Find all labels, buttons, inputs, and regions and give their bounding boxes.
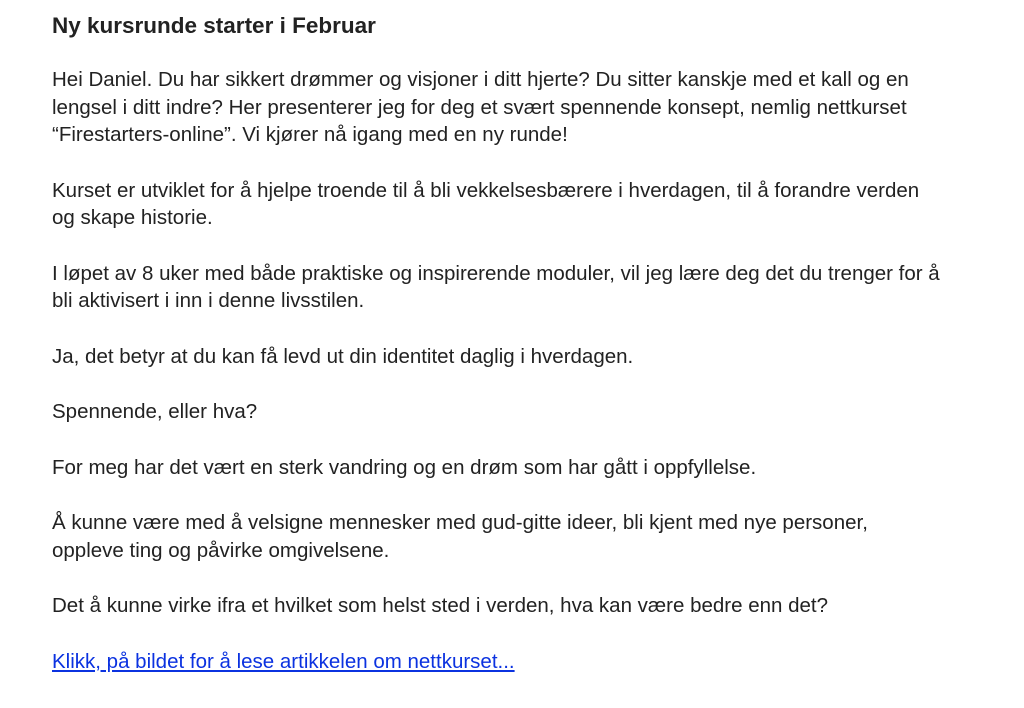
read-article-link[interactable]: Klikk, på bildet for å lese artikkelen om nettkurset... bbox=[52, 649, 515, 673]
paragraph-course-duration: I løpet av 8 uker med både praktiske og inspirerende moduler, vil jeg lære deg det du trenger for å bli aktivisert i inn i denne livsstilen. bbox=[52, 261, 940, 312]
paragraph-journey: For meg har det vært en sterk vandring og en drøm som har gått i oppfyllelse. bbox=[52, 455, 757, 479]
paragraph-anywhere: Det å kunne virke ifra et hvilket som helst sted i verden, hva kan være bedre enn det? bbox=[52, 594, 828, 617]
paragraph-course-purpose: Kurset er utviklet for å hjelpe troende til å bli vekkelsesbærere i hverdagen, til å forandre verden og skape historie. bbox=[52, 178, 920, 229]
paragraph-exciting: Spennende, eller hva? bbox=[52, 400, 258, 423]
article-title: Ny kursrunde starter i Februar bbox=[52, 13, 376, 38]
paragraph-identity: Ja, det betyr at du kan få levd ut din identitet daglig i hverdagen. bbox=[52, 344, 634, 368]
paragraph-blessing: Å kunne være med å velsigne mennesker med gud-gitte ideer, bli kjent med nye personer, oppleve ting og påvirke omgivelsene. bbox=[52, 511, 868, 562]
paragraph-intro: Hei Daniel. Du har sikkert drømmer og visjoner i ditt hjerte? Du sitter kanskje med et kall og en lengsel i ditt indre? Her presenterer jeg for deg et svært spennende konsept, nemlig nettkurset “Firestarters-online”. Vi kjører nå igang med en ny runde! bbox=[52, 68, 909, 146]
